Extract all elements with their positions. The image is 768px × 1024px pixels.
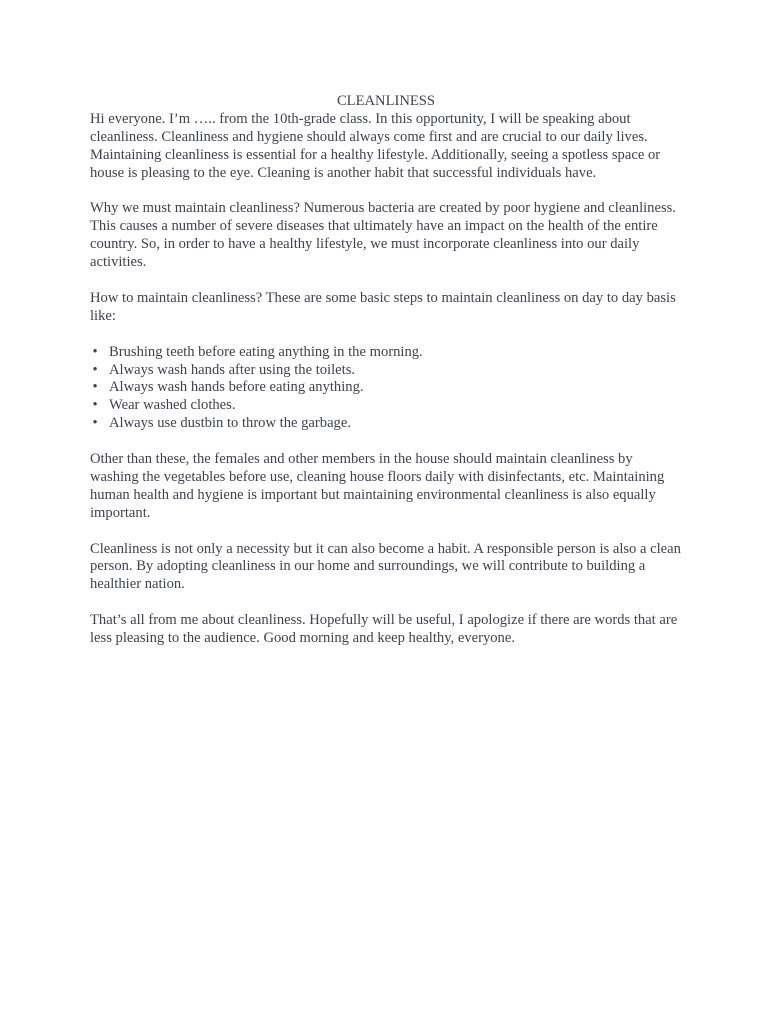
document-title: CLEANLINESS: [336, 93, 436, 109]
list-item-text: Always wash hands after using the toilets.: [109, 361, 356, 378]
list-item: [92, 397, 682, 415]
list-item: [92, 361, 682, 380]
bullet-icon: •: [92, 415, 98, 432]
list-item: [92, 379, 682, 397]
bullet-icon: •: [92, 343, 98, 360]
document-page: [90, 93, 682, 666]
list-item-text: Always use dustbin to throw the garbage.: [109, 415, 351, 432]
paragraph-why-cleanliness: Why we must maintain cleanliness? Numerous bacteria are created by poor hygiene and cleanliness. This causes a number of severe diseases that ultimately have an impact on the health of the entire country. So, in order to have a healthy lifestyle, we must incorporate cleanliness into our daily activities.: [90, 200, 676, 271]
list-item-text: Always wash hands before eating anything.: [109, 379, 364, 396]
list-item: [92, 415, 682, 433]
bullet-icon: •: [92, 397, 98, 414]
paragraph-habit: Cleanliness is not only a necessity but it can also become a habit. A responsible person is also a clean person. By adopting cleanliness in our home and surroundings, we will contribute to building a healthier nation.: [90, 540, 681, 593]
list-item-text: Wear washed clothes.: [109, 397, 236, 414]
bullet-icon: •: [92, 379, 98, 396]
bullet-icon: •: [92, 361, 98, 378]
list-item: [92, 343, 682, 362]
paragraph-how-to-maintain: How to maintain cleanliness? These are some basic steps to maintain cleanliness on day to day basis like:: [90, 289, 676, 324]
steps-list: [90, 344, 682, 434]
paragraph-introduction: Hi everyone. I’m ….. from the 10th-grade class. In this opportunity, I will be speaking about cleanliness. Cleanliness and hygiene should always come first and are crucial to our daily lives. Maintaining cleanliness is essential for a healthy lifestyle. Additionally, seeing a spotless space or house is pleasing to the eye. Cleaning is another habit that successful individuals have.: [90, 110, 661, 181]
list-item-text: Brushing teeth before eating anything in the morning.: [109, 343, 423, 360]
paragraph-other-members: Other than these, the females and other members in the house should maintain cleanliness by washing the vegetables before use, cleaning house floors daily with disinfectants, etc. Maintaining human health and hygiene is important but maintaining environmental cleanliness is also equally important.: [90, 451, 665, 521]
paragraph-closing: That’s all from me about cleanliness. Hopefully will be useful, I apologize if there are words that are less pleasing to the audience. Good morning and keep healthy, everyone.: [90, 612, 678, 647]
